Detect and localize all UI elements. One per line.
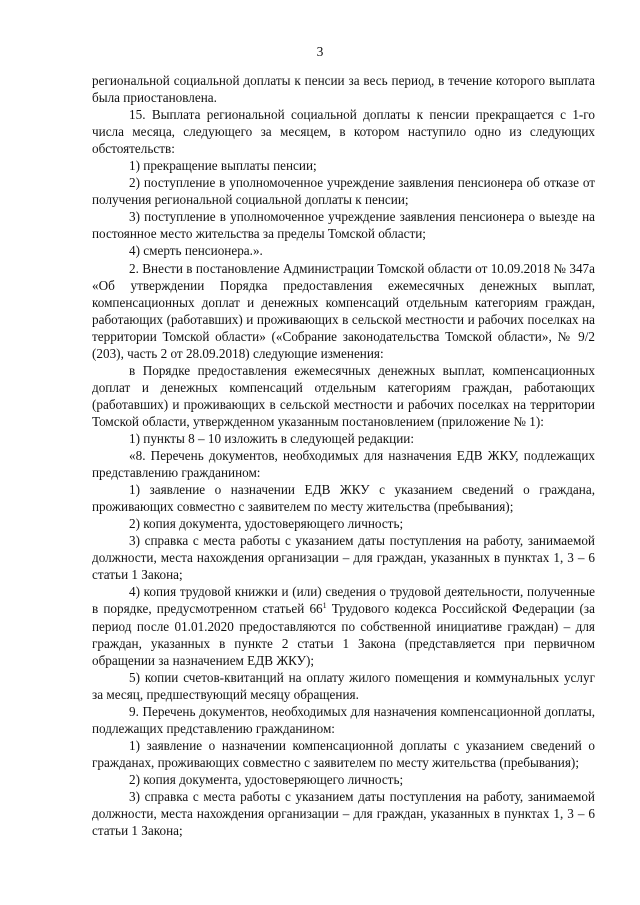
paragraph-item-9: 9. Перечень документов, необходимых для назначения компенсационной доплаты, подлежащих представлению гражданином:: [92, 703, 595, 736]
list-item: 3) справка с места работы с указанием даты поступления на работу, занимаемой должности, места нахождения организации – для граждан, указанных в пунктах 1, 3 – 6 статьи 1 Закона;: [92, 788, 595, 839]
list-item: 2) поступление в уполномоченное учреждение заявления пенсионера об отказе от получения региональной социальной доплаты к пенсии;: [92, 175, 595, 208]
list-item: 4) смерть пенсионера.».: [129, 243, 263, 259]
paragraph-continuation: региональной социальной доплаты к пенсии за весь период, в течение которого выплата была приостановлена.: [92, 73, 595, 106]
paragraph-item-2: 2. Внести в постановление Администрации Томской области от 10.09.2018 № 347а «Об утверждении Порядка предоставления ежемесячных денежных выплат, компенсационных доплат и денежных компенсаций отдельным категориям граждан, работающих (работавших) и проживающих в сельской местности и рабочих поселках на территории Томской области» («Собрание законодательства Томской области», № 9/2 (203), часть 2 от 28.09.2018) следующие изменения:: [92, 260, 595, 361]
list-item: 5) копии счетов-квитанций на оплату жилого помещения и коммунальных услуг за месяц, предшествующий месяцу обращения.: [92, 669, 595, 702]
list-item-with-superscript: [92, 583, 595, 668]
paragraph-item-8: «8. Перечень документов, необходимых для назначения ЕДВ ЖКУ, подлежащих представлению гражданином:: [92, 448, 595, 481]
text-after-superscript: Трудового кодекса Российской Федерации (за период после 01.01.2020 предоставляются по собственной инициативе граждан) – для граждан, указанных в пункте 2 статьи 1 Закона (представляется при первичном обращении за назначением ЕДВ ЖКУ);: [92, 601, 595, 668]
article-superscript: 1: [322, 601, 327, 611]
list-item: 1) заявление о назначении компенсационной доплаты с указанием сведений о гражданах, проживающих совместно с заявителем по месту жительства (пребывания);: [92, 737, 595, 770]
list-item: 2) копия документа, удостоверяющего личность;: [129, 516, 404, 532]
paragraph-order-intro: в Порядке предоставления ежемесячных денежных выплат, компенсационных доплат и денежных компенсаций отдельным категориям граждан, работающих (работавших) и проживающих в сельской местности и рабочих поселках на территории Томской области, утвержденном указанным постановлением (приложение № 1):: [92, 362, 595, 429]
page-number: 3: [316, 44, 324, 59]
list-item: 3) поступление в уполномоченное учреждение заявления пенсионера о выезде на постоянное место жительства за пределы Томской области;: [92, 209, 595, 242]
text-before-superscript: 4) копия трудовой книжки и (или) сведения о трудовой деятельности, полученные в порядке, предусмотренном статьей 66: [92, 584, 595, 617]
paragraph-item-15: 15. Выплата региональной социальной доплаты к пенсии прекращается с 1-го числа месяца, следующего за месяцем, в котором наступило одно из следующих обстоятельств:: [92, 107, 595, 157]
list-item: 1) заявление о назначении ЕДВ ЖКУ с указанием сведений о граждана, проживающих совместно с заявителем по месту жительства (пребывания);: [92, 482, 595, 515]
list-item: 2) копия документа, удостоверяющего личность;: [129, 771, 404, 787]
list-item: 1) пункты 8 – 10 изложить в следующей редакции:: [129, 430, 414, 446]
list-item: 3) справка с места работы с указанием даты поступления на работу, занимаемой должности, места нахождения организации – для граждан, указанных в пунктах 1, 3 – 6 статьи 1 Закона;: [92, 533, 595, 583]
document-body: [92, 72, 595, 839]
list-item: 1) прекращение выплаты пенсии;: [129, 158, 317, 174]
